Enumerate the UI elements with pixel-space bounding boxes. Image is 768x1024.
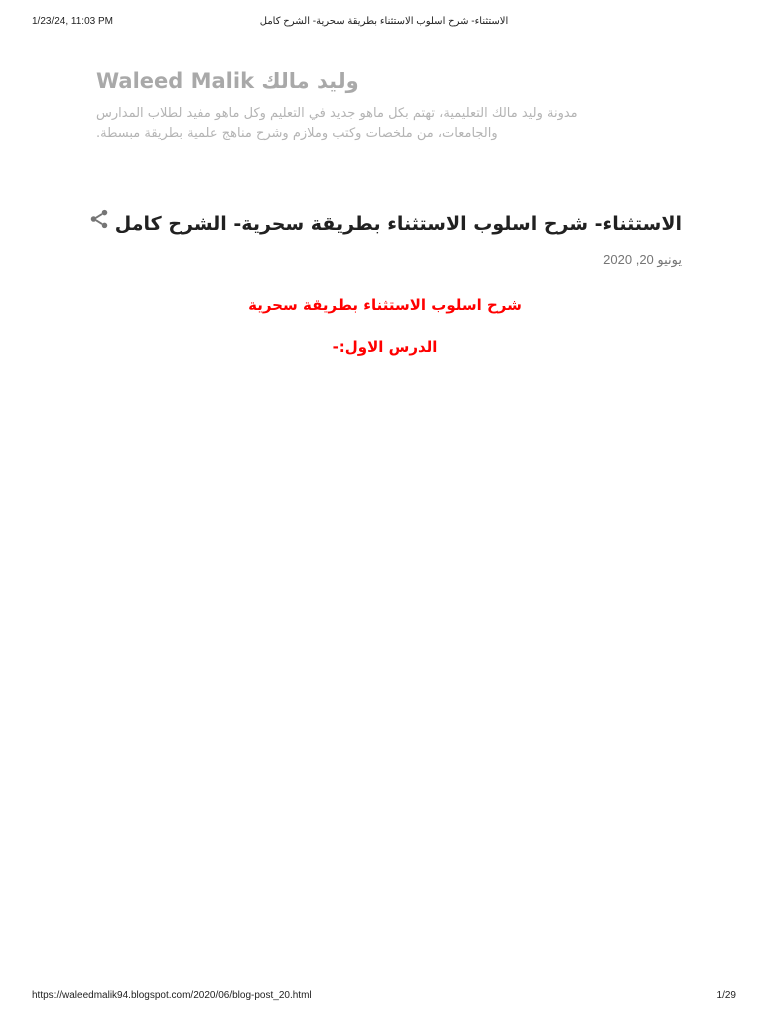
print-header bbox=[32, 16, 736, 32]
share-button[interactable] bbox=[88, 208, 110, 230]
share-icon bbox=[88, 208, 110, 230]
post-body-lesson-label: الدرس الاول:- bbox=[332, 338, 438, 356]
post-body bbox=[88, 294, 682, 358]
print-page-number: 1/29 bbox=[716, 990, 736, 1001]
post-body-heading: شرح اسلوب الاستثناء بطريقة سحرية bbox=[248, 296, 522, 314]
print-document-title: الاستثناء- شرح اسلوب الاستثناء بطريقة سحرية- الشرح كامل bbox=[259, 16, 509, 27]
blog-name-link[interactable]: وليد مالك Waleed Malik bbox=[96, 69, 359, 93]
post bbox=[88, 198, 682, 378]
post-date[interactable]: يونيو 20, 2020 bbox=[603, 252, 682, 267]
blog-description: مدونة وليد مالك التعليمية، تهتم بكل ماهو جديد في التعليم وكل ماهو مفيد لطلاب المدارس والجامعات، من ملخصات وكتب وملازم وشرح مناهج علمية بطريقة مبسطة. bbox=[96, 106, 578, 141]
post-title: الاستثناء- شرح اسلوب الاستثناء بطريقة سحرية- الشرح كامل bbox=[114, 213, 682, 235]
print-page-url: https://waleedmalik94.blogspot.com/2020/06/blog-post_20.html bbox=[32, 990, 312, 1001]
print-datetime: 1/23/24, 11:03 PM bbox=[32, 16, 113, 27]
blog-header bbox=[96, 66, 616, 144]
print-footer bbox=[32, 990, 736, 1004]
